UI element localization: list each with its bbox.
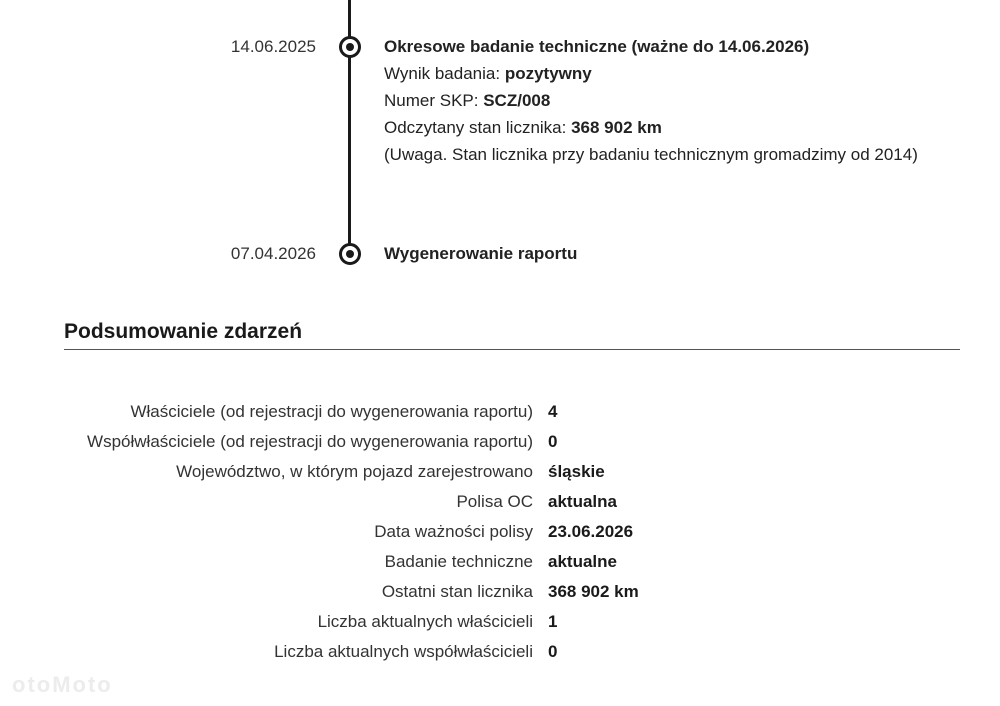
summary-row	[0, 430, 1000, 453]
summary-value: 368 902 km	[548, 582, 639, 601]
summary-value: 4	[548, 402, 558, 421]
event-result	[384, 60, 924, 87]
summary-row	[0, 610, 1000, 633]
odometer-value: 368 902 km	[571, 118, 662, 137]
timeline-event	[384, 33, 924, 168]
skp-value: SCZ/008	[483, 91, 551, 110]
summary-value: 1	[548, 612, 558, 631]
result-value: pozytywny	[504, 64, 592, 83]
summary-label: Właściciele (od rejestracji do wygenerowania raportu)	[130, 402, 533, 421]
section-title: Podsumowanie zdarzeń	[64, 320, 303, 343]
summary-row	[0, 580, 1000, 603]
watermark-logo: otoMoto	[12, 672, 113, 697]
summary-value: śląskie	[548, 462, 605, 481]
summary-row	[0, 520, 1000, 543]
summary-label: Liczba aktualnych właścicieli	[317, 612, 533, 631]
summary-label: Współwłaściciele (od rejestracji do wygenerowania raportu)	[87, 432, 533, 451]
summary-value: 23.06.2026	[548, 522, 634, 541]
summary-label: Liczba aktualnych współwłaścicieli	[274, 642, 533, 661]
skp-label: Numer SKP:	[384, 91, 479, 110]
summary-label: Badanie techniczne	[384, 552, 533, 571]
event-title: Okresowe badanie techniczne (ważne do 14.06.2026)	[384, 37, 810, 56]
summary-label: Polisa OC	[456, 492, 533, 511]
summary-table	[0, 400, 1000, 670]
summary-value: aktualne	[548, 552, 617, 571]
section-divider	[64, 349, 960, 350]
timeline-dot-icon	[339, 243, 361, 265]
summary-row	[0, 460, 1000, 483]
timeline-event	[384, 240, 924, 267]
event-skp	[384, 87, 924, 114]
timeline-dot-icon	[339, 36, 361, 58]
summary-value: 0	[548, 432, 558, 451]
summary-label: Ostatni stan licznika	[381, 582, 533, 601]
event-date: 14.06.2025	[230, 37, 316, 56]
summary-value: aktualna	[548, 492, 617, 511]
summary-row	[0, 490, 1000, 513]
summary-label: Województwo, w którym pojazd zarejestrowano	[176, 462, 533, 481]
summary-row	[0, 550, 1000, 573]
summary-value: 0	[548, 642, 558, 661]
summary-row	[0, 400, 1000, 423]
event-date: 07.04.2026	[230, 244, 316, 263]
event-note: (Uwaga. Stan licznika przy badaniu technicznym gromadzimy od 2014)	[384, 145, 918, 164]
summary-label: Data ważności polisy	[374, 522, 533, 541]
odometer-label: Odczytany stan licznika:	[384, 118, 567, 137]
summary-row	[0, 640, 1000, 663]
event-title: Wygenerowanie raportu	[384, 244, 578, 263]
result-label: Wynik badania:	[384, 64, 501, 83]
event-odometer	[384, 114, 924, 141]
